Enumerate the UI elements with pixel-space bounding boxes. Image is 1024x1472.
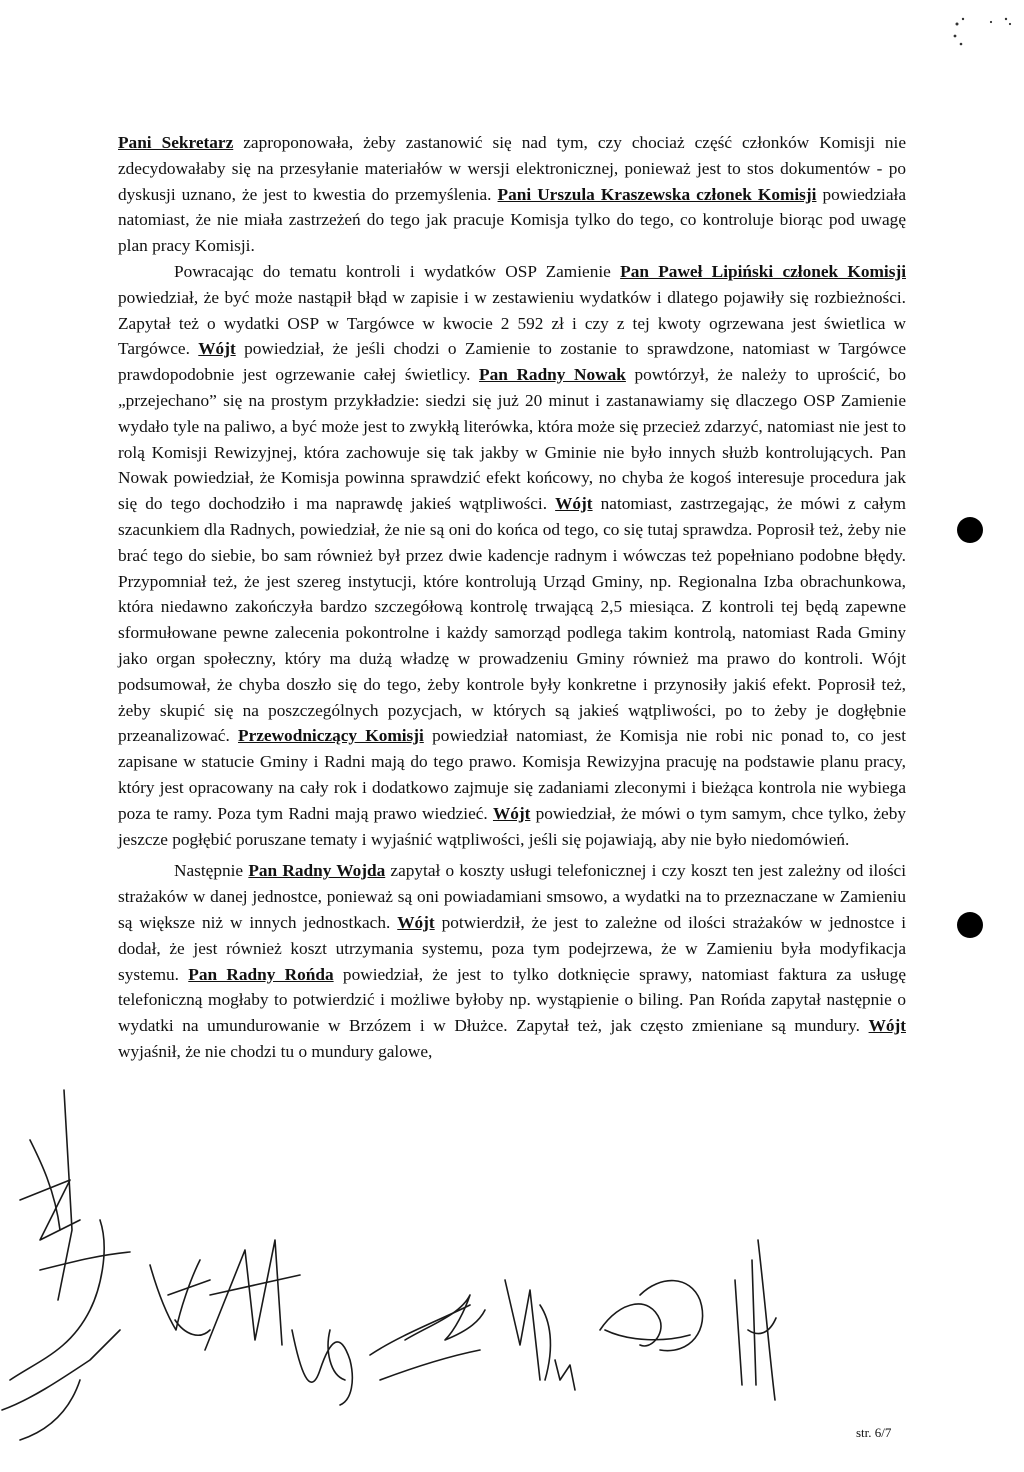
paragraph-text: powiedział, że być może nastąpił błąd w zapisie i w zestawieniu wydatków i dlatego pojawiły się rozbieżności. Zapytał też o wydatki OSP w Targówce w kwocie 2 592 zł i czy z tej kwoty ogrzewana jest świetlica w Targówce. [118, 287, 906, 359]
speaker-name: Wójt [868, 1016, 906, 1036]
paragraph-text: powiedział, że jest to tylko dotknięcie sprawy, natomiast faktura za usługę telefoniczną mogłaby to potwierdzić i możliwe byłoby np. wystąpienie o biling. Pan Rońda zapytał następnie o wydatki na umundurowanie w Brzózem i w Dłużce. Zapytał też, jak często zmieniane są mundury. [118, 964, 906, 1036]
paragraph [118, 259, 906, 852]
handwritten-signature-icon [0, 1080, 1024, 1472]
speaker-name: Pan Radny Rońda [188, 964, 334, 984]
paragraph-text: Następnie [174, 861, 249, 881]
paragraph [118, 130, 906, 259]
paragraph-text: powiedział, że mówi o tym samym, chce tylko, żeby jeszcze pogłębić poruszane tematy i wyjaśnić wątpliwości, jeśli się pojawiają, aby nie było niedomówień. [118, 803, 907, 849]
paragraph-text: zaproponowała, żeby zastanowić się nad tym, czy chociaż część członków Komisji nie zdecydowałaby się na przesyłanie materiałów w wersji elektronicznej, ponieważ jest to stos dokumentów - po dyskusji uznano, że jest to kwestia do przemyślenia. [118, 133, 906, 204]
speaker-name: Przewodniczący Komisji [238, 726, 424, 746]
speaker-name: Pani Sekretarz [118, 133, 234, 152]
paragraph [118, 858, 906, 1064]
punch-hole-icon [957, 517, 983, 543]
speaker-name: Wójt [492, 803, 531, 823]
speaker-name: Wójt [397, 912, 435, 932]
punch-hole-icon [957, 912, 983, 938]
paragraph-text: wyjaśnił, że nie chodzi tu o mundury galowe, [118, 1041, 433, 1061]
paragraph-text: Powracając do tematu kontroli i wydatków OSP Zamienie [174, 261, 621, 281]
speaker-name: Wójt [198, 339, 236, 359]
speaker-name: Pan Radny Wojda [248, 861, 386, 881]
paragraph-text: potwierdził, że jest to zależne od ilości strażaków w jednostce i dodał, że jest również koszt utrzymania systemu, poza tym podejrzewa, że w Zamieniu była modyfikacja systemu. [118, 912, 907, 984]
paragraph-text: zapytał o koszty usługi telefonicznej i czy koszt ten jest zależny od ilości strażaków w danej jednostce, ponieważ są oni powiadamiani smsowo, a wydatki na to przeznaczane w Zamieniu są większe niż w innych jednostkach. [118, 861, 907, 932]
scan-specks [945, 10, 1015, 50]
paragraph-text: powiedział natomiast, że Komisja nie robi nic ponad to, co jest zapisane w statucie Gminy i Radni mają do tego prawo. Komisja Rewizyjna pracuję na podstawie planu pracy, który jest opracowany na cały rok i dodatkowo zajmuje się zadaniami zleconymi i bieżąca kontrola nie wybiega poza te ramy. Poza tym Radni mają prawo wiedzieć. [118, 726, 907, 823]
speaker-name: Pan Paweł Lipiński członek Komisji [620, 261, 906, 281]
speaker-name: Pani Urszula Kraszewska członek Komisji [497, 184, 817, 204]
paragraph-text: natomiast, zastrzegając, że mówi z całym szacunkiem dla Radnych, powiedział, że nie są oni do końca od tego, co się tutaj sprawdza. Poprosił też, żeby nie brać tego do siebie, bo sam również był przez dwie kadencje radnym i wówczas też popełniano podobne błędy. Przypomniał też, że jest szereg instytucji, które kontrolują Urząd Gminy, np. Regionalna Izba obrachunkowa, która niedawno zakończyła bardzo szczegółową kontrolę trwającą 2,5 miesiąca. Z kontroli tej będą zapewne sformułowane pewne zalecenia pokontrolne i każdy samorząd podlega takim kontrolą, natomiast Rada Gminy jako organ społeczny, który ma dużą władzę w prowadzeniu Gminy również ma prawo do kontroli. Wójt podsumował, że chyba doszło się do tego, żeby kontrole były konkretne i przynosiły jakiś efekt. Poprosił też, żeby skupić się na poszczególnych pozycjach, w których są jakieś wątpliwości, po to żeby je dogłębnie przeanalizować. [118, 494, 906, 746]
paragraph-text: powiedział, że jeśli chodzi o Zamienie to zostanie to sprawdzone, natomiast w Targówce prawdopodobnie jest ogrzewanie całej świetlicy. [118, 339, 906, 385]
paragraph-text: powiedziała natomiast, że nie miała zastrzeżeń do tego jak pracuje Komisja tylko do tego, co kontroluje biorąc pod uwagę plan pracy Komisji. [118, 184, 907, 256]
document-body [118, 130, 906, 1065]
paragraph-text: powtórzył, że należy to uprościć, bo „przejechano” się na prostym przykładzie: siedzi się już 20 minut i zastanawiamy się dlaczego OSP Zamienie wydało tyle na paliwo, a być może jest to zwykłą literówka, która może się przecież zdarzyć, natomiast nie jest to rolą Komisji Rewizyjnej, która zachowuje się tak jakby w Gminie nie było innych służb kontrolujących. Pan Nowak powiedział, że Komisja powinna sprawdzić efekt końcowy, no chyba że kogoś interesuje procedura jak się do tego dochodziło i ma naprawdę jakieś wątpliwości. [118, 365, 906, 514]
page-number: str. 6/7 [856, 1425, 892, 1440]
speaker-name: Wójt [555, 494, 593, 514]
speaker-name: Pan Radny Nowak [479, 365, 626, 385]
